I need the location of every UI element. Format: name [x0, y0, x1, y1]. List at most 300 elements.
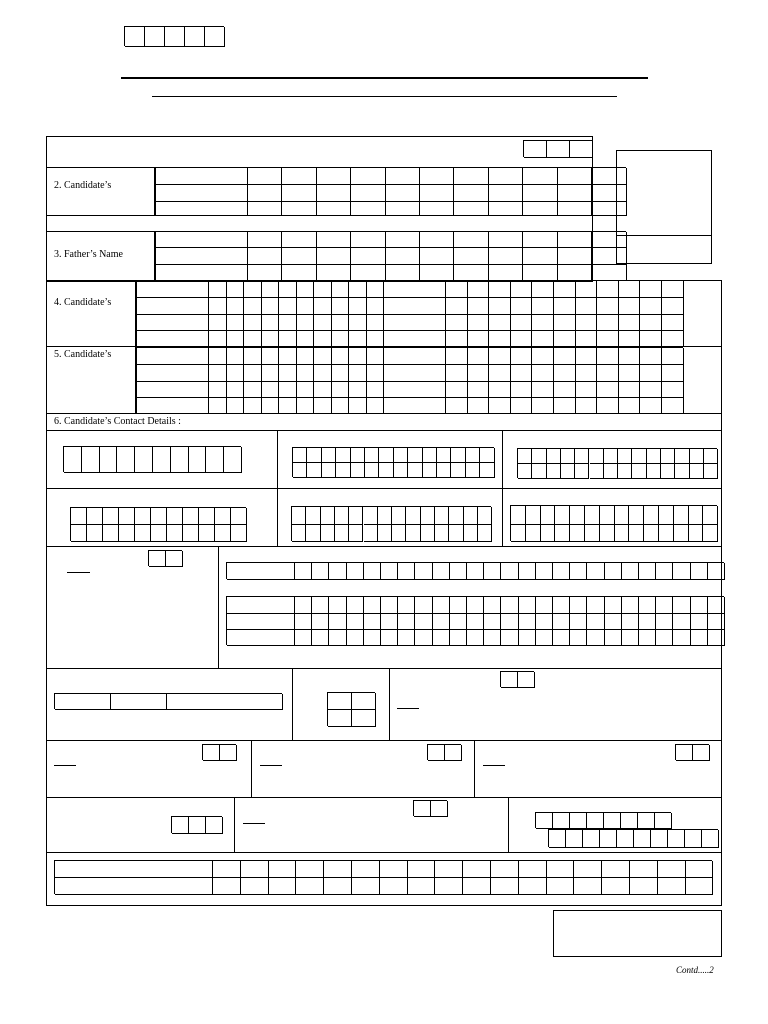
contact-phone-boxes[interactable]: [63, 446, 241, 472]
entry-box[interactable]: [619, 348, 641, 365]
entry-box[interactable]: [597, 382, 619, 398]
entry-box[interactable]: [349, 298, 367, 315]
entry-box[interactable]: [511, 331, 533, 347]
entry-box[interactable]: [554, 365, 576, 382]
entry-box[interactable]: [570, 630, 587, 646]
entry-box[interactable]: [433, 597, 450, 614]
entry-box[interactable]: [561, 449, 575, 464]
entry-box[interactable]: [156, 265, 248, 281]
entry-box[interactable]: [451, 448, 465, 463]
entry-box[interactable]: [398, 630, 415, 646]
entry-box[interactable]: [558, 202, 592, 216]
entry-box[interactable]: [541, 525, 556, 542]
entry-box[interactable]: [306, 525, 320, 542]
entry-box[interactable]: [244, 348, 262, 365]
entry-box[interactable]: [227, 281, 245, 298]
entry-box[interactable]: [349, 507, 363, 525]
entry-box[interactable]: [347, 630, 364, 646]
entry-box[interactable]: [558, 232, 592, 248]
entry-box[interactable]: [312, 563, 329, 580]
entry-box[interactable]: [384, 382, 446, 398]
entry-box[interactable]: [227, 298, 245, 315]
entry-box[interactable]: [297, 365, 315, 382]
entry-box[interactable]: [248, 232, 282, 248]
item-7-grid-1[interactable]: [226, 562, 724, 579]
entry-box[interactable]: [349, 382, 367, 398]
entry-box[interactable]: [167, 525, 183, 542]
entry-box[interactable]: [335, 507, 349, 525]
entry-box[interactable]: [536, 630, 553, 646]
contact-boxes-5[interactable]: [291, 506, 491, 541]
item-7-grid-2[interactable]: [226, 596, 724, 645]
entry-box[interactable]: [352, 693, 376, 710]
entry-box[interactable]: [125, 27, 145, 47]
entry-box[interactable]: [489, 185, 523, 202]
entry-box[interactable]: [449, 525, 463, 542]
entry-box[interactable]: [279, 398, 297, 414]
entry-box[interactable]: [414, 801, 431, 817]
entry-box[interactable]: [149, 551, 166, 567]
entry-box[interactable]: [629, 506, 644, 525]
item-1-code-boxes[interactable]: [523, 140, 592, 157]
entry-box[interactable]: [704, 449, 718, 464]
entry-box[interactable]: [349, 331, 367, 347]
entry-box[interactable]: [446, 365, 468, 382]
entry-box[interactable]: [332, 315, 350, 331]
entry-box[interactable]: [622, 614, 639, 630]
entry-box[interactable]: [454, 185, 488, 202]
entry-box[interactable]: [317, 168, 351, 185]
entry-box[interactable]: [227, 597, 295, 614]
entry-box[interactable]: [468, 281, 490, 298]
entry-box[interactable]: [619, 281, 641, 298]
entry-box[interactable]: [708, 614, 725, 630]
entry-box[interactable]: [592, 232, 627, 248]
entry-box[interactable]: [668, 830, 685, 848]
entry-box[interactable]: [536, 597, 553, 614]
entry-box[interactable]: [673, 630, 690, 646]
entry-box[interactable]: [378, 507, 392, 525]
entry-box[interactable]: [312, 614, 329, 630]
entry-box[interactable]: [137, 365, 209, 382]
entry-box[interactable]: [576, 348, 598, 365]
entry-box[interactable]: [332, 382, 350, 398]
entry-box[interactable]: [703, 506, 718, 525]
entry-box[interactable]: [364, 597, 381, 614]
entry-box[interactable]: [592, 265, 627, 281]
entry-box[interactable]: [314, 281, 332, 298]
entry-box[interactable]: [435, 861, 463, 878]
entry-box[interactable]: [167, 508, 183, 525]
entry-box[interactable]: [322, 463, 336, 478]
entry-box[interactable]: [367, 281, 385, 298]
entry-box[interactable]: [592, 202, 627, 216]
entry-box[interactable]: [558, 185, 592, 202]
entry-box[interactable]: [137, 331, 209, 347]
entry-box[interactable]: [587, 630, 604, 646]
entry-box[interactable]: [137, 382, 209, 398]
entry-box[interactable]: [381, 614, 398, 630]
entry-box[interactable]: [532, 348, 554, 365]
entry-box[interactable]: [137, 298, 209, 315]
entry-box[interactable]: [279, 281, 297, 298]
entry-box[interactable]: [384, 315, 446, 331]
entry-box[interactable]: [347, 597, 364, 614]
entry-box[interactable]: [691, 563, 708, 580]
entry-box[interactable]: [480, 463, 494, 478]
entry-box[interactable]: [536, 813, 553, 829]
entry-box[interactable]: [597, 398, 619, 414]
entry-box[interactable]: [262, 315, 280, 331]
entry-box[interactable]: [64, 447, 82, 473]
entry-box[interactable]: [209, 331, 227, 347]
entry-box[interactable]: [489, 365, 511, 382]
entry-box[interactable]: [511, 365, 533, 382]
entry-box[interactable]: [384, 298, 446, 315]
entry-box[interactable]: [532, 365, 554, 382]
entry-box[interactable]: [227, 398, 245, 414]
entry-box[interactable]: [566, 830, 583, 848]
entry-box[interactable]: [227, 365, 245, 382]
entry-box[interactable]: [640, 382, 662, 398]
entry-box[interactable]: [464, 507, 478, 525]
entry-box[interactable]: [659, 525, 674, 542]
entry-box[interactable]: [151, 508, 167, 525]
entry-box[interactable]: [386, 168, 420, 185]
entry-box[interactable]: [398, 563, 415, 580]
entry-box[interactable]: [480, 448, 494, 463]
entry-box[interactable]: [576, 298, 598, 315]
entry-box[interactable]: [386, 202, 420, 216]
entry-box[interactable]: [224, 447, 242, 473]
entry-box[interactable]: [349, 365, 367, 382]
entry-box[interactable]: [408, 861, 436, 878]
entry-box[interactable]: [555, 525, 570, 542]
entry-box[interactable]: [523, 265, 557, 281]
entry-box[interactable]: [587, 597, 604, 614]
entry-box[interactable]: [450, 597, 467, 614]
entry-box[interactable]: [297, 281, 315, 298]
entry-box[interactable]: [600, 525, 615, 542]
entry-box[interactable]: [464, 525, 478, 542]
entry-box[interactable]: [532, 464, 546, 479]
entry-box[interactable]: [244, 315, 262, 331]
entry-box[interactable]: [352, 861, 380, 878]
entry-box[interactable]: [549, 830, 566, 848]
entry-box[interactable]: [585, 525, 600, 542]
entry-box[interactable]: [137, 398, 209, 414]
entry-box[interactable]: [523, 202, 557, 216]
entry-box[interactable]: [451, 463, 465, 478]
entry-box[interactable]: [532, 331, 554, 347]
entry-box[interactable]: [686, 878, 714, 895]
entry-box[interactable]: [241, 861, 269, 878]
entry-box[interactable]: [446, 298, 468, 315]
entry-box[interactable]: [244, 298, 262, 315]
entry-box[interactable]: [597, 331, 619, 347]
entry-box[interactable]: [576, 398, 598, 414]
entry-box[interactable]: [314, 365, 332, 382]
entry-box[interactable]: [597, 281, 619, 298]
entry-box[interactable]: [590, 449, 604, 464]
entry-box[interactable]: [329, 630, 346, 646]
entry-box[interactable]: [248, 202, 282, 216]
entry-box[interactable]: [349, 525, 363, 542]
entry-box[interactable]: [351, 265, 385, 281]
entry-box[interactable]: [306, 507, 320, 525]
entry-box[interactable]: [662, 315, 684, 331]
entry-box[interactable]: [644, 525, 659, 542]
entry-box[interactable]: [295, 597, 312, 614]
entry-box[interactable]: [590, 464, 604, 479]
entry-box[interactable]: [282, 168, 316, 185]
entry-box[interactable]: [526, 525, 541, 542]
entry-box[interactable]: [656, 630, 673, 646]
entry-box[interactable]: [605, 563, 622, 580]
entry-box[interactable]: [605, 614, 622, 630]
entry-box[interactable]: [165, 27, 185, 47]
entry-box[interactable]: [532, 298, 554, 315]
entry-box[interactable]: [365, 448, 379, 463]
entry-box[interactable]: [209, 348, 227, 365]
entry-box[interactable]: [554, 348, 576, 365]
entry-box[interactable]: [415, 563, 432, 580]
entry-box[interactable]: [618, 449, 632, 464]
entry-box[interactable]: [511, 348, 533, 365]
entry-box[interactable]: [378, 525, 392, 542]
entry-box[interactable]: [87, 525, 103, 542]
entry-box[interactable]: [137, 348, 209, 365]
entry-box[interactable]: [55, 694, 111, 710]
entry-box[interactable]: [592, 185, 627, 202]
entry-box[interactable]: [282, 248, 316, 265]
entry-box[interactable]: [587, 563, 604, 580]
entry-box[interactable]: [662, 398, 684, 414]
entry-box[interactable]: [295, 614, 312, 630]
entry-box[interactable]: [364, 630, 381, 646]
entry-box[interactable]: [297, 298, 315, 315]
entry-box[interactable]: [478, 507, 492, 525]
entry-box[interactable]: [231, 508, 247, 525]
entry-box[interactable]: [347, 614, 364, 630]
entry-box[interactable]: [491, 861, 519, 878]
entry-box[interactable]: [329, 597, 346, 614]
entry-box[interactable]: [293, 448, 307, 463]
entry-box[interactable]: [489, 348, 511, 365]
entry-box[interactable]: [314, 382, 332, 398]
item-11-grid[interactable]: [54, 860, 712, 894]
contact-boxes-4[interactable]: [70, 507, 246, 541]
entry-box[interactable]: [518, 672, 535, 688]
entry-box[interactable]: [634, 830, 651, 848]
entry-box[interactable]: [435, 507, 449, 525]
entry-box[interactable]: [317, 185, 351, 202]
entry-box[interactable]: [587, 813, 604, 829]
entry-box[interactable]: [489, 315, 511, 331]
entry-box[interactable]: [592, 248, 627, 265]
entry-box[interactable]: [647, 464, 661, 479]
entry-box[interactable]: [279, 298, 297, 315]
entry-box[interactable]: [600, 830, 617, 848]
entry-box[interactable]: [619, 365, 641, 382]
entry-box[interactable]: [282, 232, 316, 248]
entry-box[interactable]: [209, 298, 227, 315]
entry-box[interactable]: [446, 315, 468, 331]
entry-box[interactable]: [602, 878, 630, 895]
entry-box[interactable]: [386, 232, 420, 248]
entry-box[interactable]: [379, 463, 393, 478]
entry-box[interactable]: [587, 614, 604, 630]
entry-box[interactable]: [384, 365, 446, 382]
entry-box[interactable]: [605, 597, 622, 614]
entry-box[interactable]: [367, 331, 385, 347]
entry-box[interactable]: [206, 447, 224, 473]
item-8-code-boxes[interactable]: [500, 671, 534, 687]
entry-box[interactable]: [536, 563, 553, 580]
entry-box[interactable]: [489, 248, 523, 265]
entry-box[interactable]: [686, 861, 714, 878]
entry-box[interactable]: [602, 861, 630, 878]
entry-box[interactable]: [137, 315, 209, 331]
entry-box[interactable]: [454, 248, 488, 265]
entry-box[interactable]: [292, 507, 306, 525]
entry-box[interactable]: [171, 447, 189, 473]
entry-box[interactable]: [604, 449, 618, 464]
entry-box[interactable]: [630, 861, 658, 878]
entry-box[interactable]: [437, 448, 451, 463]
entry-box[interactable]: [597, 348, 619, 365]
entry-box[interactable]: [428, 745, 445, 761]
entry-box[interactable]: [583, 830, 600, 848]
item-9-code-boxes-c[interactable]: [675, 744, 709, 760]
entry-box[interactable]: [262, 281, 280, 298]
entry-box[interactable]: [386, 265, 420, 281]
entry-box[interactable]: [384, 398, 446, 414]
entry-box[interactable]: [547, 449, 561, 464]
entry-box[interactable]: [314, 348, 332, 365]
entry-box[interactable]: [117, 447, 135, 473]
entry-box[interactable]: [296, 878, 324, 895]
entry-box[interactable]: [468, 365, 490, 382]
entry-box[interactable]: [656, 614, 673, 630]
entry-box[interactable]: [367, 382, 385, 398]
entry-box[interactable]: [553, 614, 570, 630]
entry-box[interactable]: [445, 745, 462, 761]
entry-box[interactable]: [554, 331, 576, 347]
entry-box[interactable]: [324, 878, 352, 895]
entry-box[interactable]: [364, 563, 381, 580]
entry-box[interactable]: [297, 315, 315, 331]
entry-box[interactable]: [220, 745, 237, 761]
item-9-code-boxes-b[interactable]: [427, 744, 461, 760]
entry-box[interactable]: [269, 861, 297, 878]
entry-box[interactable]: [532, 315, 554, 331]
entry-box[interactable]: [293, 463, 307, 478]
entry-box[interactable]: [511, 525, 526, 542]
entry-box[interactable]: [423, 448, 437, 463]
entry-box[interactable]: [415, 597, 432, 614]
entry-box[interactable]: [622, 563, 639, 580]
entry-box[interactable]: [351, 202, 385, 216]
entry-box[interactable]: [262, 348, 280, 365]
entry-box[interactable]: [332, 298, 350, 315]
contact-boxes-2[interactable]: [292, 447, 494, 477]
entry-box[interactable]: [673, 563, 690, 580]
entry-box[interactable]: [151, 525, 167, 542]
entry-box[interactable]: [398, 597, 415, 614]
entry-box[interactable]: [647, 449, 661, 464]
entry-box[interactable]: [420, 265, 454, 281]
entry-box[interactable]: [332, 398, 350, 414]
entry-box[interactable]: [518, 449, 532, 464]
entry-box[interactable]: [575, 464, 589, 479]
entry-box[interactable]: [55, 861, 213, 878]
entry-box[interactable]: [708, 563, 725, 580]
entry-box[interactable]: [209, 382, 227, 398]
entry-box[interactable]: [689, 525, 704, 542]
form-code-boxes[interactable]: [124, 26, 224, 46]
entry-box[interactable]: [570, 525, 585, 542]
entry-box[interactable]: [689, 506, 704, 525]
entry-box[interactable]: [658, 878, 686, 895]
entry-box[interactable]: [167, 694, 283, 710]
entry-box[interactable]: [619, 398, 641, 414]
entry-box[interactable]: [209, 398, 227, 414]
entry-box[interactable]: [282, 185, 316, 202]
entry-box[interactable]: [380, 861, 408, 878]
contact-boxes-3[interactable]: [517, 448, 717, 478]
entry-box[interactable]: [561, 464, 575, 479]
entry-box[interactable]: [386, 185, 420, 202]
entry-box[interactable]: [491, 878, 519, 895]
entry-box[interactable]: [215, 508, 231, 525]
entry-box[interactable]: [575, 449, 589, 464]
entry-box[interactable]: [279, 348, 297, 365]
entry-box[interactable]: [351, 463, 365, 478]
entry-box[interactable]: [262, 331, 280, 347]
entry-box[interactable]: [463, 878, 491, 895]
entry-box[interactable]: [282, 202, 316, 216]
entry-box[interactable]: [446, 398, 468, 414]
entry-box[interactable]: [554, 281, 576, 298]
entry-box[interactable]: [640, 281, 662, 298]
entry-box[interactable]: [248, 248, 282, 265]
entry-box[interactable]: [446, 382, 468, 398]
entry-box[interactable]: [554, 382, 576, 398]
entry-box[interactable]: [384, 331, 446, 347]
entry-box[interactable]: [446, 281, 468, 298]
entry-box[interactable]: [615, 506, 630, 525]
entry-box[interactable]: [351, 248, 385, 265]
entry-box[interactable]: [570, 506, 585, 525]
entry-box[interactable]: [431, 801, 448, 817]
entry-box[interactable]: [227, 563, 295, 580]
entry-box[interactable]: [484, 630, 501, 646]
entry-box[interactable]: [708, 597, 725, 614]
candidate-grid-4[interactable]: [136, 280, 683, 346]
entry-box[interactable]: [384, 281, 446, 298]
entry-box[interactable]: [279, 365, 297, 382]
entry-box[interactable]: [619, 298, 641, 315]
entry-box[interactable]: [468, 398, 490, 414]
entry-box[interactable]: [639, 614, 656, 630]
entry-box[interactable]: [352, 710, 376, 727]
entry-box[interactable]: [501, 563, 518, 580]
entry-box[interactable]: [227, 382, 245, 398]
entry-box[interactable]: [644, 506, 659, 525]
entry-box[interactable]: [408, 448, 422, 463]
entry-box[interactable]: [213, 878, 241, 895]
